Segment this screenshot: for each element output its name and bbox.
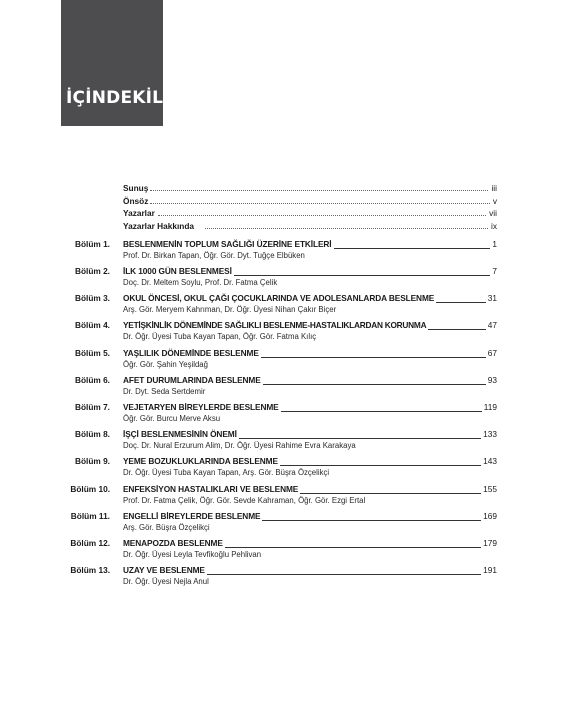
toc-page-number: 1 bbox=[492, 239, 497, 249]
chapter-title: YEME BOZUKLUKLARINDA BESLENME bbox=[123, 456, 278, 466]
toc-page-number: v bbox=[492, 196, 497, 206]
toc-page-number: 155 bbox=[483, 484, 497, 494]
chapter-title: İLK 1000 GÜN BESLENMESİ bbox=[123, 266, 232, 276]
dot-leader bbox=[150, 190, 492, 191]
dot-leader bbox=[150, 203, 492, 204]
chapter-title: ENFEKSİYON HASTALIKLARI VE BESLENME bbox=[123, 484, 299, 494]
chapter-number: Bölüm 13. bbox=[70, 565, 110, 575]
chapter-number: Bölüm 5. bbox=[74, 348, 110, 358]
chapter-authors: Prof. Dr. Fatma Çelik, Öğr. Gör. Sevde Kahraman, Öğr. Gör. Ezgi Ertal bbox=[123, 496, 366, 505]
chapter-number: Bölüm 6. bbox=[74, 375, 110, 385]
chapter-title: OKUL ÖNCESİ, OKUL ÇAĞI ÇOCUKLARINDA VE ADOLESANLARDA BESLENME bbox=[123, 293, 435, 303]
toc-page-number: 7 bbox=[492, 266, 497, 276]
chapter-authors: Arş. Gör. Meryem Kahrıman, Dr. Öğr. Üyesi Nihan Çakır Biçer bbox=[123, 305, 337, 314]
toc-page-number: 191 bbox=[483, 565, 497, 575]
chapter-number: Bölüm 7. bbox=[74, 402, 110, 412]
toc-page-number: 179 bbox=[483, 538, 497, 548]
chapter-number: Bölüm 12. bbox=[70, 538, 110, 548]
chapter-title: AFET DURUMLARINDA BESLENME bbox=[123, 375, 261, 385]
chapter-authors: Doç. Dr. Meltem Soylu, Prof. Dr. Fatma Çelik bbox=[123, 278, 278, 287]
toc-page-number: 169 bbox=[483, 511, 497, 521]
chapter-authors: Dr. Öğr. Üyesi Tuba Kayan Tapan, Arş. Gör. Büşra Özçelikçi bbox=[123, 468, 330, 477]
chapter-title: İŞÇİ BESLENMESİNİN ÖNEMİ bbox=[123, 429, 237, 439]
toc-page-number: 133 bbox=[483, 429, 497, 439]
chapter-authors: Öğr. Gör. Burcu Merve Aksu bbox=[123, 414, 221, 423]
toc-page-number: 143 bbox=[483, 456, 497, 466]
chapter-title: UZAY VE BESLENME bbox=[123, 565, 205, 575]
chapter-number: Bölüm 8. bbox=[74, 429, 110, 439]
chapter-title: VEJETARYEN BİREYLERDE BESLENME bbox=[123, 402, 279, 412]
chapter-number: Bölüm 9. bbox=[74, 456, 110, 466]
toc-front-label: Sunuş bbox=[123, 183, 149, 193]
chapter-title: ENGELLİ BİREYLERDE BESLENME bbox=[123, 511, 261, 521]
chapter-title: YETİŞKİNLİK DÖNEMİNDE SAĞLIKLI BESLENME-HASTALIKLARDAN KORUNMA bbox=[123, 320, 427, 330]
toc-front-label: Önsöz bbox=[123, 196, 149, 206]
toc-page-number: iii bbox=[491, 183, 497, 193]
toc-page-number: ix bbox=[491, 221, 497, 231]
chapter-number: Bölüm 1. bbox=[74, 239, 110, 249]
toc-page-number: 31 bbox=[487, 293, 497, 303]
chapter-authors: Arş. Gör. Büşra Özçelikçi bbox=[123, 523, 210, 532]
page-title: İÇİNDEKİLER bbox=[66, 88, 189, 108]
chapter-number: Bölüm 2. bbox=[74, 266, 110, 276]
dot-leader bbox=[158, 215, 492, 216]
chapter-title: YAŞLILIK DÖNEMİNDE BESLENME bbox=[123, 348, 259, 358]
toc-page-number: 119 bbox=[483, 402, 497, 412]
chapter-authors: Dr. Öğr. Üyesi Tuba Kayan Tapan, Öğr. Gör. Fatma Kılıç bbox=[123, 332, 317, 341]
chapter-number: Bölüm 10. bbox=[70, 484, 110, 494]
chapter-authors: Öğr. Gör. Şahin Yeşildağ bbox=[123, 360, 208, 369]
chapter-authors: Dr. Öğr. Üyesi Leyla Tevfikoğlu Pehlivan bbox=[123, 550, 262, 559]
chapter-authors: Doç. Dr. Nural Erzurum Alim, Dr. Öğr. Üyesi Rahime Evra Karakaya bbox=[123, 441, 356, 450]
toc-page-number: 67 bbox=[487, 348, 497, 358]
toc-front-label: Yazarlar Hakkında bbox=[123, 221, 195, 231]
chapter-number: Bölüm 4. bbox=[74, 320, 110, 330]
chapter-number: Bölüm 3. bbox=[74, 293, 110, 303]
chapter-title: MENAPOZDA BESLENME bbox=[123, 538, 223, 548]
toc-page-number: vii bbox=[489, 208, 497, 218]
toc-page-number: 93 bbox=[487, 375, 497, 385]
chapter-title: BESLENMENİN TOPLUM SAĞLIĞI ÜZERİNE ETKİLERİ bbox=[123, 239, 332, 249]
chapter-number: Bölüm 11. bbox=[70, 511, 110, 521]
toc-front-label: Yazarlar bbox=[123, 208, 155, 218]
toc-page-number: 47 bbox=[487, 320, 497, 330]
dot-leader bbox=[205, 228, 492, 229]
chapter-authors: Dr. Öğr. Üyesi Nejla Anul bbox=[123, 577, 209, 586]
chapter-authors: Dr. Dyt. Seda Sertdemir bbox=[123, 387, 206, 396]
chapter-authors: Prof. Dr. Birkan Tapan, Öğr. Gör. Dyt. Tuğçe Elbüken bbox=[123, 251, 305, 260]
